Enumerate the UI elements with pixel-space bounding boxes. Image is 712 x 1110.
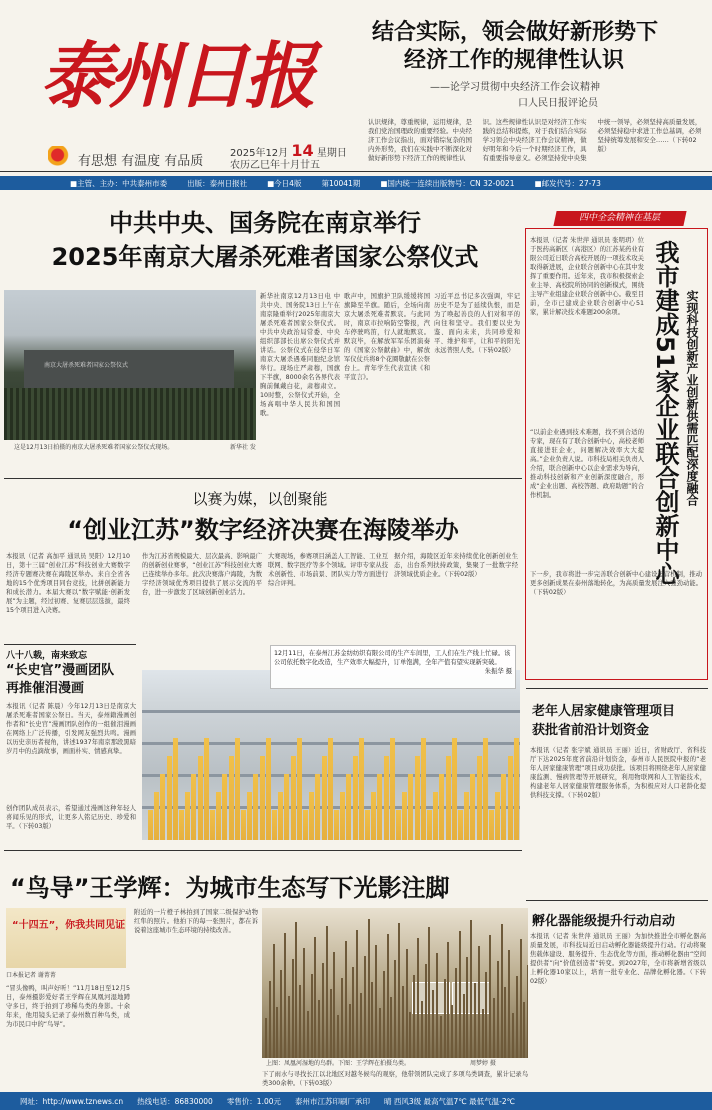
- second-headline[interactable]: “创业江苏”数字经济决赛在海陵举办: [67, 516, 459, 544]
- weekday: 星期日: [316, 148, 347, 159]
- reed: [451, 1005, 453, 1058]
- reed: [474, 983, 476, 1058]
- third-body-col1: “冒头像鸭，叫声好听！”11月18日至12月5日，泰州摄影爱好者王学辉在凤凰河湿地蹲守多日，终于拍到了珍稀鸟类的身影。十余年来，他用镜头记录了泰州数百种鸟类，成为市民口中的“鸟导”。: [6, 985, 130, 1028]
- column-logo-text: “十四五”，你我共同见证: [12, 920, 126, 931]
- second-body-col2: 作为江苏省规模最大、层次最高、影响最广的创新创业赛事，“创业江苏”科技创业大赛已连续举办多年。此次决赛落户海陵，为数字经济领域优秀项目提供了展示交流的平台，进一步激发了区域创新创业活力。: [142, 553, 262, 596]
- reed: [432, 990, 434, 1058]
- yarn-spindle: [377, 774, 382, 840]
- yarn-spindle: [198, 756, 203, 840]
- reed: [288, 996, 290, 1058]
- yarn-spindle: [235, 738, 240, 840]
- reed: [527, 965, 528, 1058]
- yarn-spindle: [247, 792, 252, 840]
- reed: [440, 1016, 442, 1058]
- yarn-spindle: [297, 738, 302, 840]
- yarn-spindle: [439, 774, 444, 840]
- reed: [349, 1004, 351, 1058]
- right-lower1-headline[interactable]: [532, 702, 708, 740]
- footer-hotline: 热线电话：86830000: [137, 1096, 213, 1106]
- reed: [501, 924, 503, 1058]
- reed: [371, 982, 373, 1058]
- reed: [299, 985, 301, 1058]
- cn-number: ■国内统一连续出版物号：CN 32-0021: [380, 178, 515, 188]
- second-body-col1: 本报讯（记者 高加平 通讯员 吴阳）12月10日，第十三届“创业江苏”科技创业大赛数字经济专题赛决赛在海陵区举办。来自全省各地的15个优秀项目同台竞技，比拼创新能力和成长潜力。本届大赛以“数字赋能·创新发展”为主题，经过初赛、复赛层层选拔，最终15个项目进入决赛。: [6, 553, 130, 614]
- reed: [436, 953, 438, 1058]
- reed: [379, 1008, 381, 1058]
- left-col-rule: [4, 644, 136, 645]
- date-prefix: 2025年12月: [230, 148, 289, 159]
- reed: [333, 952, 335, 1058]
- lead-photo[interactable]: [4, 290, 256, 440]
- reed: [489, 935, 491, 1058]
- lead-body-col1: 新华社南京12月13日电 中共中央、国务院13日上午在南京隆重举行2025年南京大屠杀死难者国家公祭仪式。中共中央政治局常委、中央组织部部长出席公祭仪式并讲话。公祭仪式在侵华日军南京大屠杀遇难同胞纪念馆举行。现场庄严肃穆，国旗下半旗，8000余名各界代表胸前佩戴白花，肃穆肃立。10时整，公祭仪式开始，全场高唱中华人民共和国国歌。: [260, 293, 340, 417]
- reed: [394, 960, 396, 1058]
- top-right-body: 认识规律，尊重规律，运用规律，是我们党治国理政的重要经验。中央经济工作会议指出，面对错综复杂的国内外形势，我们在实践中不断深化对做好新形势下经济工作的规律性认识。这些规律性认识是对经济工作实践的总结和提炼，对于我们结合实际学习领会中央经济工作会议精神，做好明年和今后一个时期经济工作，具有重要指导意义。必须坚持党中央集中统一领导，必须坚持高质量发展，必须坚持稳中求进工作总基调，必须坚持统筹发展和安全……（下转02版）: [368, 118, 702, 162]
- yarn-spindle: [464, 792, 469, 840]
- reed: [280, 970, 282, 1058]
- reed: [269, 981, 271, 1058]
- right-lower2-body: 本报讯（记者 朱世萍 通讯员 王丽）为加快推进全市孵化器高质量发展，市科技局近日启动孵化器能级提升行动。行动将聚焦载体建设、服务提升、生态优化等方面，推动孵化器由“空间提供者”向“价值创造者”转变。到2027年，全市将新增省级以上孵化器10家以上，培育一批专业化、品牌化孵化器。（下转02版）: [530, 933, 706, 985]
- reed: [360, 993, 362, 1058]
- reed: [345, 941, 347, 1058]
- footer-bar: [0, 1092, 712, 1110]
- factory-photo-credit: 朱振华 摄: [484, 668, 512, 675]
- yarn-spindle: [229, 756, 234, 840]
- masthead-rule: [0, 171, 712, 172]
- right-lower-rule-1: [526, 688, 708, 689]
- footer-website[interactable]: 网址：http://www.tznews.cn: [20, 1096, 124, 1106]
- sidebar-title[interactable]: 我市建成51家企业联合创新中心: [651, 240, 679, 586]
- factory-photo-caption: 12月11日，在泰州江苏金纺纺织有限公司的生产车间里，工人们在生产线上忙碌。该公司依托数字化改造，生产效率大幅提升，订单饱满，全年产值有望实现新突破。: [274, 650, 511, 666]
- yarn-spindle: [446, 756, 451, 840]
- reed: [470, 920, 472, 1058]
- reed: [295, 922, 297, 1058]
- left-col-headline[interactable]: [6, 662, 136, 698]
- left-col-body-b: 创作团队成员表示，希望通过漫画这种年轻人喜闻乐见的形式，让更多人铭记历史、珍爱和平。（下转03版）: [6, 805, 136, 830]
- reed: [276, 1007, 278, 1058]
- yarn-spindle: [427, 810, 432, 840]
- bird-photo-caption: 上图：凤凰河湿地的鸟群。下图：王学辉在拍摄鸟类。: [266, 1060, 411, 1067]
- reed: [330, 989, 332, 1058]
- reed: [265, 1018, 267, 1058]
- reed: [482, 1009, 484, 1058]
- yarn-spindle: [452, 738, 457, 840]
- yarn-spindle: [204, 738, 209, 840]
- reed: [337, 1015, 339, 1058]
- third-body-col2: 附近的一片橙子林拍到了国家二级保护动物红隼的照片。他拍下的每一张照片，都在诉说着这座城市生态环境的持续改善。: [134, 909, 258, 934]
- reed: [523, 1002, 525, 1058]
- yarn-spindle: [508, 756, 513, 840]
- reed: [508, 950, 510, 1058]
- reed: [368, 919, 370, 1058]
- reed: [303, 948, 305, 1058]
- reed: [356, 930, 358, 1058]
- lead-title-line2: 2025年南京大屠杀死难者国家公祭仪式: [51, 243, 479, 271]
- lead-title-line1: 中共中央、国务院在南京举行: [109, 209, 421, 237]
- publisher: 出版：泰州日报社: [187, 178, 248, 188]
- second-kicker: 以赛为媒，以创聚能: [192, 490, 328, 508]
- yarn-spindle: [408, 774, 413, 840]
- reed: [273, 944, 275, 1058]
- memorial-wall: [24, 350, 234, 388]
- reed: [417, 938, 419, 1058]
- yarn-spindle: [390, 738, 395, 840]
- info-bar: [0, 176, 712, 190]
- reed: [455, 968, 457, 1058]
- yarn-spindle: [458, 810, 463, 840]
- reed: [314, 937, 316, 1058]
- reed: [444, 979, 446, 1058]
- yarn-spindle: [371, 792, 376, 840]
- yarn-spindle: [495, 792, 500, 840]
- section-rule-2: [4, 850, 522, 851]
- reed: [512, 1013, 514, 1058]
- yarn-spindle: [284, 774, 289, 840]
- reed: [447, 942, 449, 1058]
- reed: [428, 927, 430, 1058]
- yarn-spindle: [210, 810, 215, 840]
- yarn-spindle: [384, 756, 389, 840]
- lead-headline[interactable]: [10, 206, 520, 274]
- footer-weather: 晴 西风3级 最高气温7℃ 最低气温-2℃: [384, 1096, 516, 1106]
- yarn-spindle: [340, 792, 345, 840]
- reed: [383, 971, 385, 1058]
- lead-photo-caption: 这是12月13日拍摄的南京大屠杀死难者国家公祭仪式现场。: [14, 444, 174, 451]
- reed: [497, 961, 499, 1058]
- yarn-spindle: [322, 756, 327, 840]
- footer-price: 零售价：1.00元: [226, 1096, 282, 1106]
- yarn-spindle: [402, 792, 407, 840]
- reed: [398, 923, 400, 1058]
- reed: [520, 939, 522, 1058]
- right-lower2-headline[interactable]: 孵化器能级提升行动启动: [532, 914, 676, 929]
- bird-photo-credit: 周梦婷 摄: [470, 1060, 496, 1067]
- reed: [326, 926, 328, 1058]
- page-count: ■今日4版: [267, 178, 302, 188]
- issue-date: [230, 141, 347, 172]
- reed: [466, 957, 468, 1058]
- right-lower1-title-line2: 获批省前沿计划资金: [532, 723, 650, 738]
- yarn-spindle: [253, 774, 258, 840]
- factory-photo[interactable]: [142, 670, 520, 840]
- top-right-title-line2: 经济工作的规律性认识: [404, 47, 625, 73]
- yarn-spindle: [334, 810, 339, 840]
- column-banner: 四中全会精神在基层: [553, 211, 686, 226]
- lunar-date: 农历乙巳年十月廿五: [230, 160, 320, 171]
- issue-number: 第10041期: [321, 178, 361, 188]
- reed: [375, 945, 377, 1058]
- reed: [390, 997, 392, 1058]
- yarn-spindle: [266, 738, 271, 840]
- reed: [322, 963, 324, 1058]
- yarn-spindle: [272, 810, 277, 840]
- third-body-col3: 下了雨水与寻找长江以北地区对越冬候鸟的观察，他带领团队完成了多项鸟类调查，累计记录鸟类300余种。（下转03版）: [262, 1071, 528, 1087]
- reed: [413, 975, 415, 1058]
- yarn-spindle: [346, 774, 351, 840]
- bird-photo[interactable]: [262, 908, 528, 1058]
- yarn-spindle: [483, 738, 488, 840]
- column-logo: [6, 908, 126, 968]
- yarn-spindle: [154, 792, 159, 840]
- reed: [493, 998, 495, 1058]
- reed: [318, 1000, 320, 1058]
- yarn-spindle: [179, 810, 184, 840]
- sidebar-body-bottom: 下一步，我市将进一步完善联合创新中心建设运营机制，推动更多创新成果在泰州落地转化，为高质量发展注入强劲动能。（下转02版）: [530, 571, 702, 596]
- yarn-spindle: [365, 810, 370, 840]
- yarn-spindle: [167, 756, 172, 840]
- yarn-spindle: [470, 774, 475, 840]
- lead-body-col3: 习近平总书记多次强调，牢记历史不是为了延续仇恨，而是为了唤起善良的人们对和平的向往和坚守。我们要以史为鉴、面向未来，共同珍爱和平、维护和平，让和平的阳光永远普照人类。（下转02版）: [434, 293, 520, 354]
- yarn-spindle: [278, 792, 283, 840]
- yarn-spindle: [222, 774, 227, 840]
- sidebar-body-top: 本报讯（记者 朱世萍 通讯员 张明玥）位于医药高新区（高港区）的江苏某药业有限公司近日联合高校开展的一项技术攻关取得新进展，企业联合创新中心在其中发挥了重要作用。近年来，我市积极探索企业主导、高校院所协同的创新模式，围绕主导产业组建企业联合创新中心。截至目前，全市已建成企业联合创新中心51家，累计解决技术难题200余项。: [530, 237, 644, 316]
- postal-code: ■邮发代号：27-73: [534, 178, 601, 188]
- reed: [402, 986, 404, 1058]
- left-col-kicker: 八十八载，南来致忘: [6, 651, 88, 661]
- yarn-spindle: [501, 774, 506, 840]
- sidebar-body-mid: “以前企业遇到技术难题，找不到合适的专家，现在有了联合创新中心，高校老师直接进驻企业，问题解决效率大大提高。”企业负责人说。市科技局相关负责人介绍，联合创新中心以企业需求为导向，推动科技创新和产业创新深度融合，形成“企业出题、高校答题、政府助题”的合作机制。: [530, 429, 644, 499]
- left-col-body: 本报讯（记者 陈晨）今年12月13日是南京大屠杀死难者国家公祭日。当天，泰州籍漫画创作者和“长史官”漫画团队创作的一组催泪漫画在网络上广泛传播，引发网友强烈共鸣。漫画以历史亲历者视角，讲述1937年南京那段黑暗岁月中的点滴故事，画面朴实、情感真挚。: [6, 703, 136, 755]
- yarn-spindle: [433, 792, 438, 840]
- sidebar-subtitle: 实现科技创新产业创新供需匹配深度融合: [685, 290, 699, 506]
- reed: [341, 978, 343, 1058]
- second-body-col4: 据介绍，海陵区近年来持续优化创新创业生态，出台系列扶持政策，集聚了一批数字经济领域优质企业。（下转02版）: [394, 553, 518, 578]
- yarn-spindle: [291, 756, 296, 840]
- yarn-spindle: [421, 738, 426, 840]
- left-col-title-line2: 再推催泪漫画: [6, 681, 85, 696]
- third-author: 口本报记者 谢菁菁: [6, 972, 56, 979]
- top-right-title-line1: 结合实际，领会做好新形势下: [372, 19, 659, 45]
- reed: [463, 994, 465, 1058]
- yarn-spindle: [191, 774, 196, 840]
- yarn-spindle: [185, 792, 190, 840]
- sponsor: ■主管、主办：中共泰州市委: [70, 178, 168, 188]
- lead-body-col2: 歌声中，国旗护卫队缓缓将国旗降至半旗。随后，全场向南京大屠杀死难者默哀。与此同时，南京市拉响防空警报，汽车停驶鸣笛，行人就地默哀。默哀毕，在解放军军乐团演奏的《国家公祭献曲》中，解放军仪仗兵将8个花圈敬献在公祭台上。青年学生代表宣读《和平宣言》。: [344, 293, 430, 381]
- newspaper-logo: 泰州日报: [40, 33, 313, 118]
- yarn-spindle: [241, 810, 246, 840]
- reed: [387, 934, 389, 1058]
- reed: [485, 972, 487, 1058]
- section-rule-1: [4, 478, 522, 479]
- yarn-spindle: [396, 810, 401, 840]
- reed: [352, 967, 354, 1058]
- reed: [364, 956, 366, 1058]
- reed: [292, 959, 294, 1058]
- left-col-title-line1: “长史官”漫画团队: [6, 663, 115, 678]
- top-right-author: 口人民日报评论员: [518, 98, 598, 109]
- yarn-spindle: [309, 792, 314, 840]
- yarn-spindle: [489, 810, 494, 840]
- reed: [409, 1012, 411, 1058]
- slogan: 有思想 有温度 有品质: [78, 154, 204, 169]
- yarn-spindle: [359, 738, 364, 840]
- top-right-headline[interactable]: [372, 18, 707, 74]
- memorial-wall-text: 南京大屠杀死难者国家公祭仪式: [44, 362, 129, 369]
- crowd: [4, 388, 256, 440]
- reed: [284, 933, 286, 1058]
- second-body-col3: 大赛现场，参赛项目涵盖人工智能、工业互联网、数字医疗等多个领域。评审专家从技术创新性、市场前景、团队实力等方面进行综合评判。: [268, 553, 388, 587]
- reed: [406, 949, 408, 1058]
- yarn-spindle: [216, 792, 221, 840]
- yarn-spindle: [353, 756, 358, 840]
- date-day: 14: [291, 141, 314, 160]
- reed: [504, 987, 506, 1058]
- reed: [421, 1001, 423, 1058]
- yarn-spindle: [415, 756, 420, 840]
- reed: [459, 931, 461, 1058]
- machine-rail: [142, 710, 520, 713]
- reed: [307, 1011, 309, 1058]
- factory-photo-caption-box: [270, 645, 516, 689]
- right-lower-rule-2: [526, 900, 708, 901]
- top-right-subtitle: ——论学习贯彻中央经济工作会议精神: [430, 82, 600, 93]
- right-lower1-body: 本报讯（记者 张宇斌 通讯员 王丽）近日，省财政厅、省科技厅下达2025年度省前沿计划资金，泰州市人民医院申报的“老年人居家健康管理”项目成功获批。该项目将围绕老年人居家健康监测、慢病管理等开展研究，利用物联网和人工智能技术，构建老年人居家健康管理服务体系，为积极应对人口老龄化提供科技支撑。（下转02版）: [530, 747, 706, 799]
- yarn-spindle: [315, 774, 320, 840]
- yarn-spindle: [173, 738, 178, 840]
- yarn-spindle: [514, 738, 519, 840]
- reed: [311, 974, 313, 1058]
- slogan-badge-icon: [48, 146, 72, 166]
- footer-printer: 泰州市江苏印刷厂承印: [295, 1096, 371, 1106]
- yarn-spindle: [160, 774, 165, 840]
- yarn-spindle: [260, 756, 265, 840]
- yarn-spindle: [303, 810, 308, 840]
- reed: [478, 946, 480, 1058]
- reed: [425, 964, 427, 1058]
- yarn-spindle: [477, 756, 482, 840]
- right-lower1-title-line1: 老年人居家健康管理项目: [532, 704, 676, 719]
- reed: [516, 976, 518, 1058]
- third-headline[interactable]: “鸟导”王学辉：为城市生态写下光影注脚: [10, 874, 450, 902]
- yarn-spindle: [148, 810, 153, 840]
- lead-photo-credit: 新华社 发: [230, 444, 256, 451]
- yarn-spindle: [328, 738, 333, 840]
